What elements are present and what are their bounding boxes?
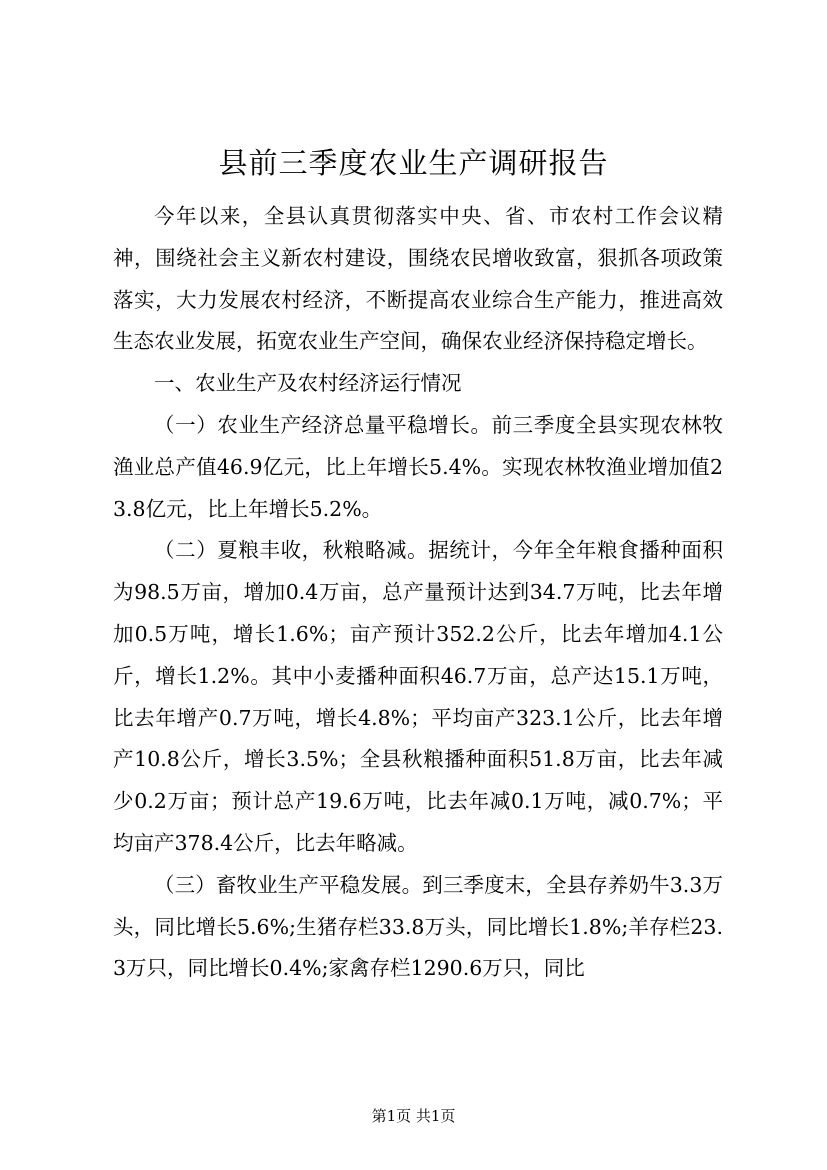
- document-body: [113, 196, 723, 990]
- section-heading-1: 一、农业生产及农村经济运行情况: [154, 371, 462, 396]
- paragraph-livestock: （三）畜牧业生产平稳发展。到三季度末，全县存养奶牛3.3万头，同比增长5.6%;生猪存栏33.8万头，同比增长1.8%;羊存栏23.3万只，同比增长0.4%;家禽存栏1290.6万只，同比: [113, 872, 723, 981]
- document-title: 县前三季度农业生产调研报告: [218, 146, 609, 180]
- paragraph-intro: 今年以来，全县认真贯彻落实中央、省、市农村工作会议精神，围绕社会主义新农村建设，围绕农民增收致富，狠抓各项政策落实，大力发展农村经济，不断提高农业综合生产能力，推进高效生态农业发展，拓宽农业生产空间，确保农业经济保持稳定增长。: [113, 204, 723, 354]
- paragraph-output-total: （一）农业生产经济总量平稳增长。前三季度全县实现农林牧渔业总产值46.9亿元，比上年增长5.4%。实现农林牧渔业增加值23.8亿元，比上年增长5.2%。: [113, 412, 723, 521]
- paragraph-grain: （二）夏粮丰收，秋粮略减。据统计，今年全年粮食播种面积为98.5万亩，增加0.4万亩，总产量预计达到34.7万吨，比去年增加0.5万吨，增长1.6%；亩产预计352.2公斤，比去年增加4.1公斤，增长1.2%。其中小麦播种面积46.7万亩，总产达15.1万吨，比去年增产0.7万吨，增长4.8%；平均亩产323.1公斤，比去年增产10.8公斤，增长3.5%；全县秋粮播种面积51.8万亩，比去年减少0.2万亩；预计总产19.6万吨，比去年减0.1万吨，减0.7%；平均亩产378.4公斤，比去年略减。: [113, 538, 723, 855]
- page-footer: 第1页 共1页: [371, 1107, 456, 1125]
